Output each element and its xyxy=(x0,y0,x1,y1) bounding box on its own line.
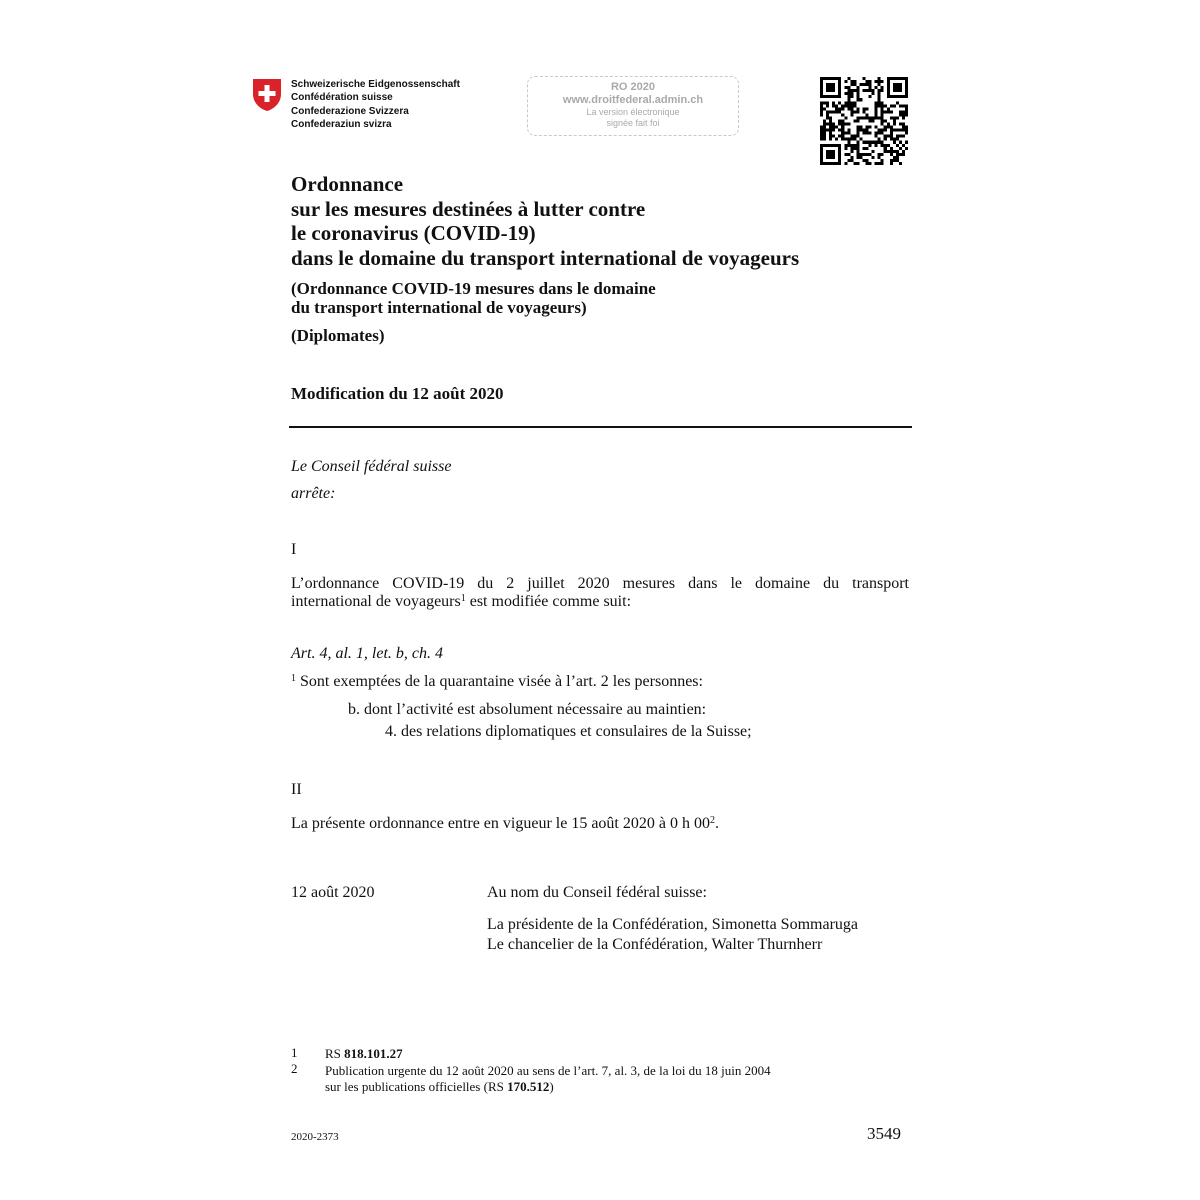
entry-into-force-end: . xyxy=(714,815,719,832)
footnote-2-ref: 170.512 xyxy=(507,1079,550,1094)
modification-date: Modification du 12 août 2020 xyxy=(291,384,504,403)
qr-code-icon xyxy=(820,77,908,165)
footnote-1-number: 1 xyxy=(291,1045,298,1060)
official-compilation-stamp xyxy=(527,76,739,136)
footnote-ref-1: 1 xyxy=(460,593,466,604)
title-line-2: sur les mesures destinées à lutter contre xyxy=(291,196,646,221)
paragraph-1-text: Sont exemptées de la quarantaine visée à l’art. 2 les personnes: xyxy=(296,673,703,690)
letter-b: b. dont l’activité est absolument nécessaire au maintien: xyxy=(348,701,707,718)
ro-note-1: La version électronique xyxy=(586,107,680,117)
confederation-name-fr: Confédération suisse xyxy=(291,92,393,104)
entry-into-force-text: La présente ordonnance entre en vigueur le 15 août 2020 à 0 h 00 xyxy=(291,815,710,832)
amendment-text-b: est modifiée comme suit: xyxy=(465,593,632,610)
ro-label: RO 2020 xyxy=(610,81,656,93)
amendment-paragraph xyxy=(291,575,909,611)
ro-note-2: signée fait foi xyxy=(606,118,660,128)
footnote-1-prefix: RS xyxy=(325,1046,345,1061)
preamble-authority: Le Conseil fédéral suisse xyxy=(291,458,452,475)
footnote-2-number: 2 xyxy=(291,1061,298,1076)
ro-url: www.droitfederal.admin.ch xyxy=(562,94,704,106)
title-line-4: dans le domaine du transport international de voyageurs xyxy=(291,245,800,270)
footnote-2-line-1: Publication urgente du 12 août 2020 au sens de l’art. 7, al. 3, de la loi du 18 juin 2004 xyxy=(325,1063,771,1078)
signature-heading: Au nom du Conseil fédéral suisse: xyxy=(487,884,707,901)
signature-date: 12 août 2020 xyxy=(291,884,375,901)
short-title xyxy=(291,279,656,317)
short-title-line-1: (Ordonnance COVID-19 mesures dans le domaine xyxy=(291,279,656,298)
swiss-cross-shield-icon xyxy=(252,78,282,112)
footnote-1-ref: 818.101.27 xyxy=(344,1046,403,1061)
amendment-line-1: L’ordonnance COVID-19 du 2 juillet 2020 mesures dans le domaine du transport xyxy=(291,575,909,592)
page-title xyxy=(291,172,799,270)
amendment-line-2 xyxy=(291,593,909,611)
short-title-line-2: du transport international de voyageurs) xyxy=(291,298,587,317)
paragraph-1 xyxy=(291,673,703,691)
footnote-2-line-2 xyxy=(325,1080,554,1094)
preamble-decree: arrête: xyxy=(291,485,336,502)
confederation-names xyxy=(291,78,460,131)
divider xyxy=(289,426,912,428)
article-reference: Art. 4, al. 1, let. b, ch. 4 xyxy=(291,645,443,662)
entry-into-force xyxy=(291,815,719,833)
item-4: 4. des relations diplomatiques et consulaires de la Suisse; xyxy=(385,723,752,740)
section-heading-2: II xyxy=(291,781,302,798)
title-line-3: le coronavirus (COVID-19) xyxy=(291,221,536,245)
title-line-1: Ordonnance xyxy=(291,172,404,196)
signatory-chancellor: Le chancelier de la Confédération, Walter Thurnherr xyxy=(487,936,823,953)
subtitle: (Diplomates) xyxy=(291,326,385,345)
footnote-2-prefix: sur les publications officielles (RS xyxy=(325,1079,508,1094)
confederation-name-rm: Confederaziun svizra xyxy=(291,118,392,130)
page-number: 3549 xyxy=(867,1124,901,1143)
footnote-1 xyxy=(325,1047,403,1061)
confederation-name-it: Confederazione Svizzera xyxy=(291,105,409,117)
signatory-president: La présidente de la Confédération, Simonetta Sommaruga xyxy=(487,916,858,933)
section-heading-1: I xyxy=(291,541,297,558)
confederation-name-de: Schweizerische Eidgenossenschaft xyxy=(291,79,460,90)
footnote-2-suffix: ) xyxy=(549,1079,554,1094)
paragraph-number: 1 xyxy=(291,673,296,684)
amendment-text-a: international de voyageurs xyxy=(291,593,461,610)
document-number: 2020-2373 xyxy=(291,1131,339,1143)
footnote-ref-2: 2 xyxy=(709,815,715,826)
